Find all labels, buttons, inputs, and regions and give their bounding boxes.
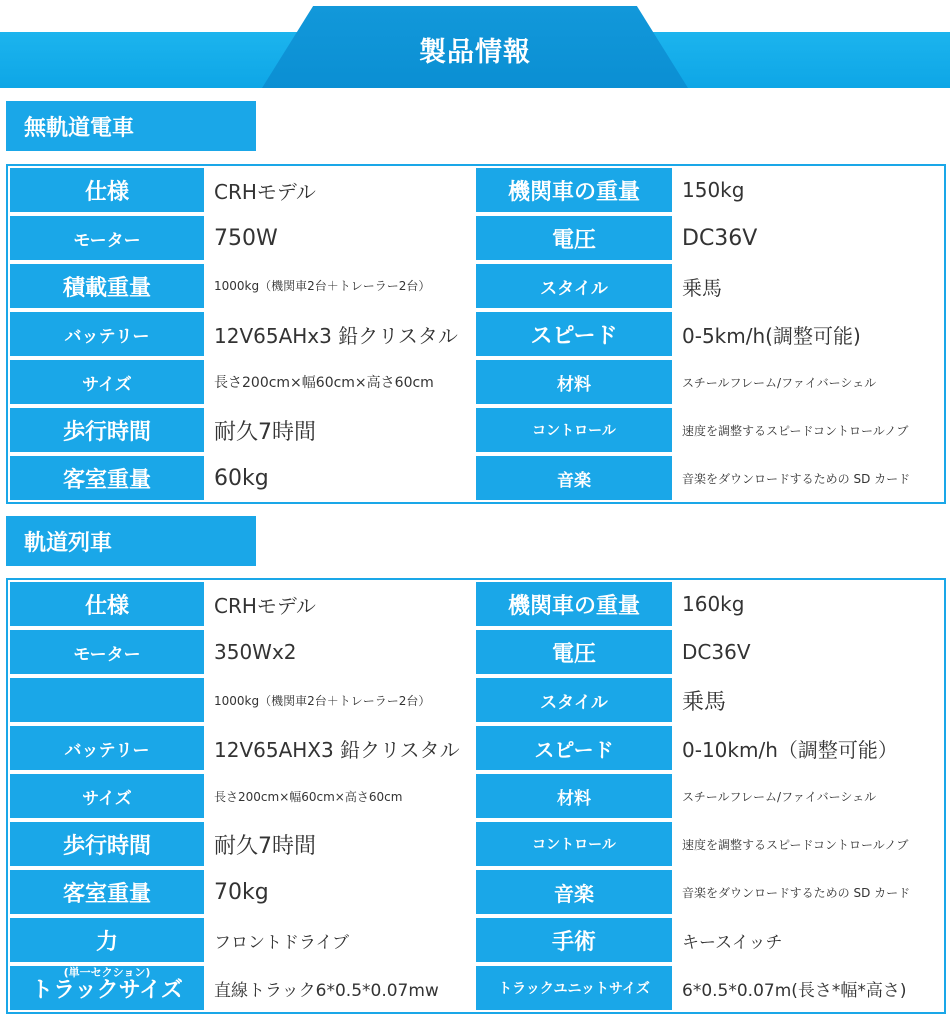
spec-value: 音楽をダウンロードするための SD カード	[674, 868, 944, 916]
table-row	[8, 406, 944, 454]
spec-label: 力	[8, 916, 206, 964]
spec-value: 160kg	[674, 580, 944, 628]
spec-label: 客室重量	[8, 454, 206, 502]
spec-value: CRHモデル	[206, 166, 474, 214]
table-row	[8, 916, 944, 964]
table-row	[8, 676, 944, 724]
spec-label: 手術	[474, 916, 674, 964]
spec-label: 仕様	[8, 580, 206, 628]
spec-value: 12V65AHX3 鉛クリスタル	[206, 724, 474, 772]
spec-label: 電圧	[474, 628, 674, 676]
spec-label: サイズ	[8, 772, 206, 820]
spec-label	[8, 964, 206, 1012]
spec-value: 速度を調整するスピードコントロールノブ	[674, 406, 944, 454]
spec-value: DC36V	[674, 214, 944, 262]
spec-value: 乗馬	[674, 676, 944, 724]
spec-label: スタイル	[474, 262, 674, 310]
table-row	[8, 262, 944, 310]
spec-label: サイズ	[8, 358, 206, 406]
spec-value: 350Wx2	[206, 628, 474, 676]
spec-value: 60kg	[206, 454, 474, 502]
spec-label	[8, 676, 206, 724]
spec-label: 歩行時間	[8, 406, 206, 454]
spec-label: 材料	[474, 358, 674, 406]
spec-label: 機関車の重量	[474, 166, 674, 214]
spec-value: 耐久7時間	[206, 406, 474, 454]
spec-value: 0-10km/h（調整可能）	[674, 724, 944, 772]
spec-value: 長さ200cm×幅60cm×高さ60cm	[206, 358, 474, 406]
spec-value: 1000kg（機関車2台＋トレーラー2台）	[206, 676, 474, 724]
spec-value: キースイッチ	[674, 916, 944, 964]
spec-value: 150kg	[674, 166, 944, 214]
spec-label: 音楽	[474, 454, 674, 502]
spec-label: コントロール	[474, 820, 674, 868]
table-row	[8, 772, 944, 820]
spec-value: 耐久7時間	[206, 820, 474, 868]
section-title-trackless: 無軌道電車	[6, 101, 256, 151]
spec-value: 6*0.5*0.07m(長さ*幅*高さ)	[674, 964, 944, 1012]
spec-value: 1000kg（機関車2台＋トレーラー2台）	[206, 262, 474, 310]
spec-label: コントロール	[474, 406, 674, 454]
table-row	[8, 724, 944, 772]
spec-label-note: (単一セクション)	[63, 966, 151, 979]
spec-value: 直線トラック6*0.5*0.07mw	[206, 964, 474, 1012]
header-banner	[0, 0, 950, 90]
table-row	[8, 964, 944, 1012]
spec-label: 客室重量	[8, 868, 206, 916]
spec-table-trackless	[6, 164, 946, 504]
spec-label: バッテリー	[8, 310, 206, 358]
spec-label: 積載重量	[8, 262, 206, 310]
spec-value: 音楽をダウンロードするための SD カード	[674, 454, 944, 502]
spec-label: トラックユニットサイズ	[474, 964, 674, 1012]
table-row	[8, 358, 944, 406]
spec-label: バッテリー	[8, 724, 206, 772]
spec-label: スタイル	[474, 676, 674, 724]
spec-value: CRHモデル	[206, 580, 474, 628]
table-row	[8, 454, 944, 502]
spec-label: 材料	[474, 772, 674, 820]
spec-label: 電圧	[474, 214, 674, 262]
section-title-track: 軌道列車	[6, 516, 256, 566]
spec-table-track	[6, 578, 946, 1014]
table-row	[8, 214, 944, 262]
page-title: 製品情報	[419, 37, 531, 68]
table-row	[8, 310, 944, 358]
spec-label: スピード	[474, 310, 674, 358]
spec-label: スピード	[474, 724, 674, 772]
table-row	[8, 820, 944, 868]
spec-label: 仕様	[8, 166, 206, 214]
spec-value: 12V65AHx3 鉛クリスタル	[206, 310, 474, 358]
table-row	[8, 580, 944, 628]
spec-value: 70kg	[206, 868, 474, 916]
spec-value: 長さ200cm×幅60cm×高さ60cm	[206, 772, 474, 820]
spec-value: スチールフレーム/ファイバーシェル	[674, 358, 944, 406]
spec-label: 音楽	[474, 868, 674, 916]
spec-value: 0-5km/h(調整可能)	[674, 310, 944, 358]
spec-value: 750W	[206, 214, 474, 262]
table-row	[8, 628, 944, 676]
table-row	[8, 166, 944, 214]
table-row	[8, 868, 944, 916]
spec-label-text: トラックサイズ	[31, 977, 183, 1003]
spec-value: フロントドライブ	[206, 916, 474, 964]
spec-value: DC36V	[674, 628, 944, 676]
spec-label: モーター	[8, 214, 206, 262]
spec-label: モーター	[8, 628, 206, 676]
spec-value: スチールフレーム/ファイバーシェル	[674, 772, 944, 820]
spec-value: 乗馬	[674, 262, 944, 310]
spec-label: 機関車の重量	[474, 580, 674, 628]
spec-value: 速度を調整するスピードコントロールノブ	[674, 820, 944, 868]
spec-label: 歩行時間	[8, 820, 206, 868]
